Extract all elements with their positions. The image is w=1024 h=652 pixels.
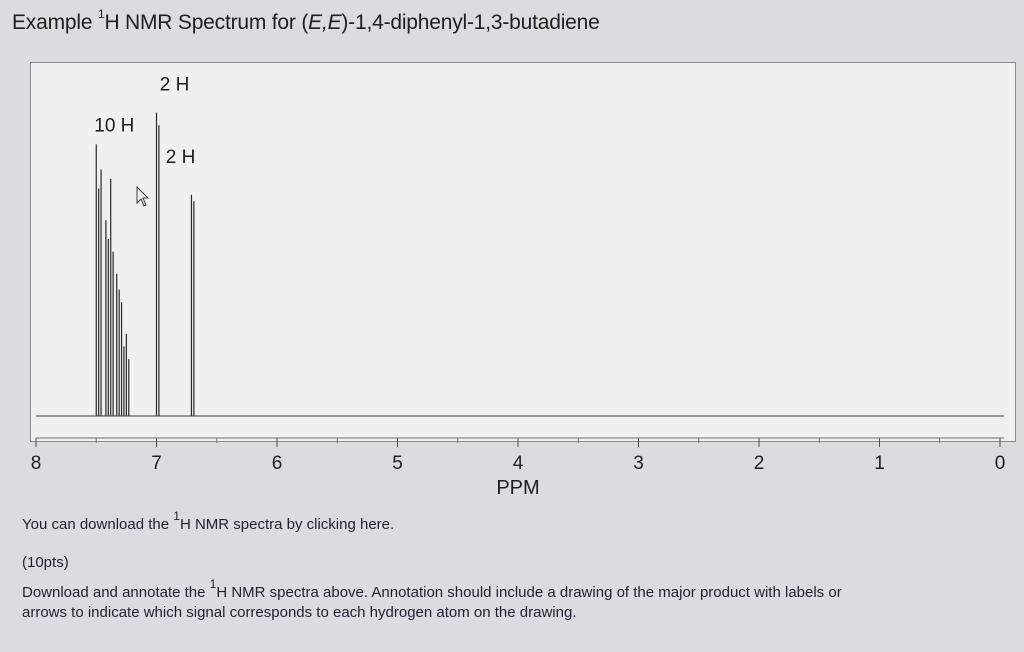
instructions-line-2: arrows to indicate which signal corresponds to each hydrogen atom on the drawing. [22, 604, 577, 621]
download-link-text[interactable]: H NMR spectra by clicking here. [179, 516, 395, 533]
x-tick-label: 8 [30, 453, 42, 474]
download-prefix: You can download the [22, 516, 174, 533]
x-tick-label: 4 [512, 453, 524, 474]
instr-rest: H NMR spectra above. Annotation should include a drawing of the major product with labels or [216, 584, 842, 601]
download-superscript: 1 [173, 509, 180, 523]
x-axis-label: PPM [496, 477, 540, 499]
title-prefix: Example [12, 11, 98, 34]
title-end: )-1,4-diphenyl-1,3-butadiene [341, 11, 600, 34]
x-tick-label: 2 [753, 453, 765, 474]
x-tick-label: 0 [994, 453, 1006, 474]
instr-prefix: Download and annotate the [22, 584, 210, 601]
title-rest: H NMR Spectrum for ( [104, 11, 309, 34]
instructions-line-1 [22, 577, 842, 601]
x-tick-label: 7 [151, 453, 162, 474]
points-label: (10pts) [22, 554, 69, 571]
title-stereo: E,E [308, 11, 342, 34]
download-note[interactable] [22, 509, 395, 533]
integration-label: 10 H [94, 115, 135, 137]
integration-label: 2 H [159, 74, 190, 96]
instr-superscript: 1 [209, 577, 217, 591]
x-tick-label: 6 [271, 453, 283, 474]
integration-label: 2 H [165, 147, 196, 169]
x-tick-label: 3 [633, 453, 644, 474]
x-tick-label: 5 [392, 453, 403, 474]
title-superscript: 1 [97, 7, 105, 21]
cursor-pointer-icon [137, 187, 148, 206]
x-tick-label: 1 [874, 453, 885, 474]
